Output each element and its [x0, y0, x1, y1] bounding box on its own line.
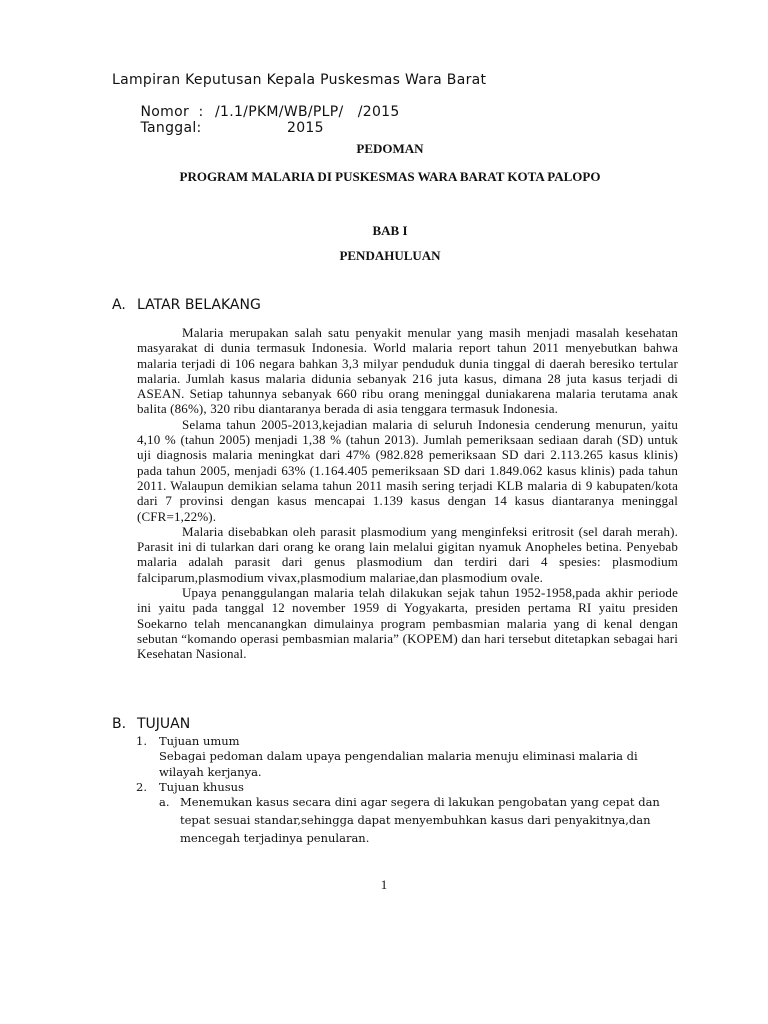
sub-item-a-line-2: tepat sesuai standar,sehingga dapat menyembuhkan kasus dari penyakitnya,dan [180, 813, 651, 827]
paragraph-3: Malaria disebabkan oleh parasit plasmodium yang menginfeksi eritrosit (sel darah merah). Parasit ini di tularkan dari orang ke orang lain melalui gigitan nyamuk Anopheles betina. Penyebab malaria adalah parasit dari genus plasmodium dan terdiri dari 4 spesies: plasmodium falciparum,plasmodium vivax,plasmodium malariae,dan plasmodium ovale. [137, 523, 678, 585]
item-1-number: 1. [136, 734, 147, 748]
latar-belakang-body [137, 325, 678, 662]
item-2-title: Tujuan khusus [159, 780, 244, 794]
paragraph-4: Upaya penanggulangan malaria telah dilakukan sejak tahun 1952-1958,pada akhir periode ini yaitu pada tanggal 12 november 1959 di Yogyakarta, presiden pertama RI yaitu presiden Soekarno telah mencanangkan dimulainya program pembasmian malaria yang di kenal dengan sebutan “komando operasi pembasmian malaria” (KOPEM) dan hari tersebut ditetapkan sebagai hari Kesehatan Nasional. [137, 585, 678, 662]
item-1-title: Tujuan umum [159, 734, 240, 748]
chapter-number: BAB I [372, 223, 408, 238]
nomor-label: Nomor : [140, 104, 204, 120]
sub-item-a-letter: a. [159, 795, 170, 809]
paragraph-2: Selama tahun 2005-2013,kejadian malaria di seluruh Indonesia cenderung menurun, yaitu 4,10 % (tahun 2005) menjadi 1,38 % (tahun 2013). Jumlah pemeriksaan sediaan darah (SD) untuk uji diagnosis malaria meningkat dari 47% (982.828 pemeriksaan SD dari 2.113.265 kasus klinis) pada tahun 2005, menjadi 63% (1.164.405 pemeriksaan SD dari 1.849.062 kasus klinis) pada tahun 2011. Walaupun demikian selama tahun 2011 masih sering terjadi KLB malaria di 9 kabupaten/kota dari 7 provinsi dengan kasus mencapai 1.139 kasus dengan 14 kasus diantaranya meninggal (CFR=1,22%). [137, 416, 678, 524]
document-title: PEDOMAN [356, 141, 424, 156]
item-2-number: 2. [136, 780, 147, 794]
document-subtitle: PROGRAM MALARIA DI PUSKESMAS WARA BARAT KOTA PALOPO [179, 169, 601, 184]
section-b-letter: B. [112, 716, 127, 732]
sub-item-a-line-1: Menemukan kasus secara dini agar segera di lakukan pengobatan yang cepat dan [180, 795, 660, 809]
document-header [112, 72, 487, 136]
chapter-title: PENDAHULUAN [339, 248, 441, 263]
page-number: 1 [380, 877, 388, 892]
item-1-line-1: Sebagai pedoman dalam upaya pengendalian malaria menuju eliminasi malaria di [159, 749, 638, 763]
header-line-nomor [112, 88, 486, 120]
section-a-letter: A. [112, 297, 126, 313]
tanggal-value: 2015 [287, 120, 324, 136]
paragraph-1: Malaria merupakan salah satu penyakit menular yang masih menjadi masalah kesehatan masyarakat di dunia termasuk Indonesia. World malaria report tahun 2011 menyebutkan bahwa malaria terjadi di 106 negara bahkan 3,3 milyar penduduk dunia tinggal di daerah beresiko tertular malaria. Jumlah kasus malaria didunia sebanyak 216 juta kasus, dimana 28 juta kasus terjadi di ASEAN. Setiap tahunnya sebanyak 660 ribu orang meninggal duniakarena malaria terutama anak balita (86%), 320 ribu diantaranya berada di asia tenggara termasuk Indonesia. [137, 325, 678, 417]
tanggal-label: Tanggal: [140, 120, 202, 136]
section-a-title: LATAR BELAKANG [137, 297, 261, 313]
section-b-title: TUJUAN [137, 716, 191, 732]
header-line-lampiran: Lampiran Keputusan Kepala Puskesmas Wara Barat [112, 72, 487, 88]
sub-item-a-line-3: mencegah terjadinya penularan. [180, 831, 370, 845]
item-1-line-2: wilayah kerjanya. [159, 765, 262, 779]
nomor-value: /1.1/PKM/WB/PLP/ /2015 [215, 104, 400, 120]
